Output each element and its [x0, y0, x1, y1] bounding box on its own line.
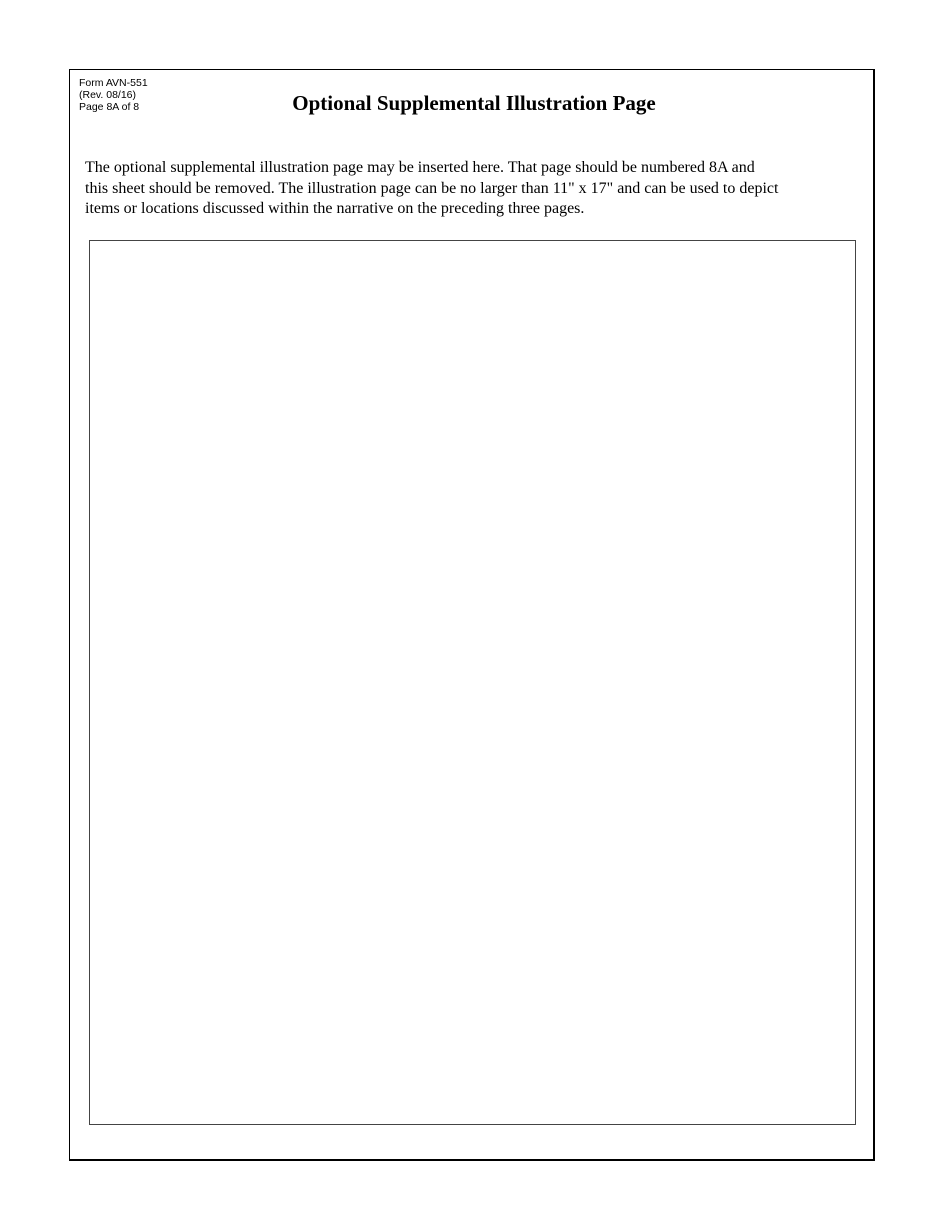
illustration-area [89, 240, 856, 1125]
form-revision: (Rev. 08/16) [79, 89, 136, 101]
page-number: Page 8A of 8 [79, 101, 140, 113]
page-title: Optional Supplemental Illustration Page [292, 91, 656, 115]
intro-paragraph: The optional supplemental illustration page may be inserted here. That page should be numbered 8A and this sheet should be removed. The illustration page can be no larger than 11" x 17" and can be used to depict items or locations discussed within the narrative on the preceding three pages. [85, 159, 779, 217]
form-number: Form AVN-551 [79, 77, 148, 89]
